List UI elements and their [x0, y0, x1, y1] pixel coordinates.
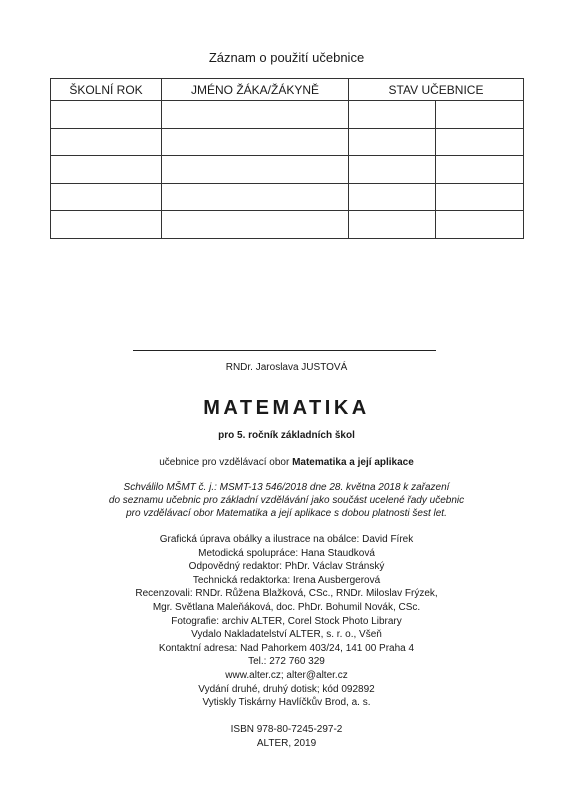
- table-row: [51, 211, 524, 239]
- table-cell[interactable]: [51, 183, 162, 211]
- table-cell[interactable]: [162, 101, 349, 129]
- credit-line: Technická redaktorka: Irena Ausbergerová: [192, 574, 381, 586]
- approval-line: do seznamu učebnic pro základní vzdělávání jako součást ucelené řady učebnic: [108, 495, 465, 506]
- table-row: [51, 128, 524, 156]
- table-cell[interactable]: [436, 211, 524, 239]
- isbn: ISBN 978-80-7245-297-2: [230, 724, 343, 735]
- credit-line: Vydalo Nakladatelství ALTER, s. r. o., Všeň: [191, 629, 382, 641]
- approval-line: Schválilo MŠMT č. j.: MSMT-13 546/2018 dne 28. května 2018 k zařazení: [123, 482, 450, 493]
- credit-line: Recenzovali: RNDr. Růžena Blažková, CSc., RNDr. Miloslav Frýzek,: [135, 588, 438, 600]
- usage-record-table: [50, 78, 524, 239]
- author-name: RNDr. Jaroslava JUSTOVÁ: [225, 362, 348, 373]
- credit-line: Metodická spolupráce: Hana Staudková: [198, 547, 375, 559]
- table-cell[interactable]: [162, 183, 349, 211]
- table-cell[interactable]: [436, 183, 524, 211]
- table-cell[interactable]: [162, 211, 349, 239]
- table-header-row: [51, 79, 524, 101]
- table-cell[interactable]: [436, 128, 524, 156]
- table-row: [51, 156, 524, 184]
- table-row: [51, 183, 524, 211]
- credit-line: Fotografie: archiv ALTER, Corel Stock Photo Library: [171, 615, 402, 627]
- table-cell[interactable]: [349, 156, 436, 184]
- isbn-block: [0, 723, 573, 750]
- table-cell[interactable]: [349, 101, 436, 129]
- table-cell[interactable]: [349, 183, 436, 211]
- table-cell[interactable]: [436, 156, 524, 184]
- book-title: MATEMATIKA: [203, 397, 370, 419]
- credit-line: Vytiskly Tiskárny Havlíčkův Brod, a. s.: [202, 697, 371, 709]
- credit-line: Kontaktní adresa: Nad Pahorkem 403/24, 141 00 Praha 4: [158, 642, 415, 654]
- header-student-name: JMÉNO ŽÁKA/ŽÁKYNĚ: [162, 79, 349, 101]
- table-cell[interactable]: [349, 211, 436, 239]
- table-cell[interactable]: [51, 156, 162, 184]
- table-cell[interactable]: [162, 128, 349, 156]
- credit-line: Tel.: 272 760 329: [248, 656, 325, 668]
- credit-line: Mgr. Světlana Maleňáková, doc. PhDr. Bohumil Novák, CSc.: [152, 601, 421, 613]
- horizontal-divider: [133, 350, 436, 351]
- header-school-year: ŠKOLNÍ ROK: [51, 79, 162, 101]
- table-row: [51, 101, 524, 129]
- table-cell[interactable]: [51, 101, 162, 129]
- publisher-year: ALTER, 2019: [256, 737, 317, 749]
- table-cell[interactable]: [51, 128, 162, 156]
- credit-line: Vydání druhé, druhý dotisk; kód 092892: [198, 683, 375, 695]
- table-cell[interactable]: [162, 156, 349, 184]
- subject-name: Matematika a její aplikace: [292, 457, 414, 468]
- credits-block: [0, 533, 573, 710]
- table-cell[interactable]: [436, 101, 524, 129]
- credit-line: Grafická úprava obálky a ilustrace na obálce: David Fírek: [159, 534, 414, 545]
- credit-line: www.alter.cz; alter@alter.cz: [225, 669, 348, 681]
- subject-line: [0, 457, 573, 468]
- table-cell[interactable]: [349, 128, 436, 156]
- record-title: Záznam o použití učebnice: [208, 50, 365, 65]
- approval-statement: [0, 481, 573, 520]
- credit-line: Odpovědný redaktor: PhDr. Václav Stránský: [188, 561, 385, 573]
- subject-prefix: učebnice pro vzdělávací obor: [159, 457, 293, 468]
- approval-line: pro vzdělávací obor Matematika a její aplikace s dobou platnosti šest let.: [126, 508, 447, 519]
- table-cell[interactable]: [51, 211, 162, 239]
- header-book-condition: STAV UČEBNICE: [349, 79, 524, 101]
- book-subtitle: pro 5. ročník základních škol: [218, 430, 355, 441]
